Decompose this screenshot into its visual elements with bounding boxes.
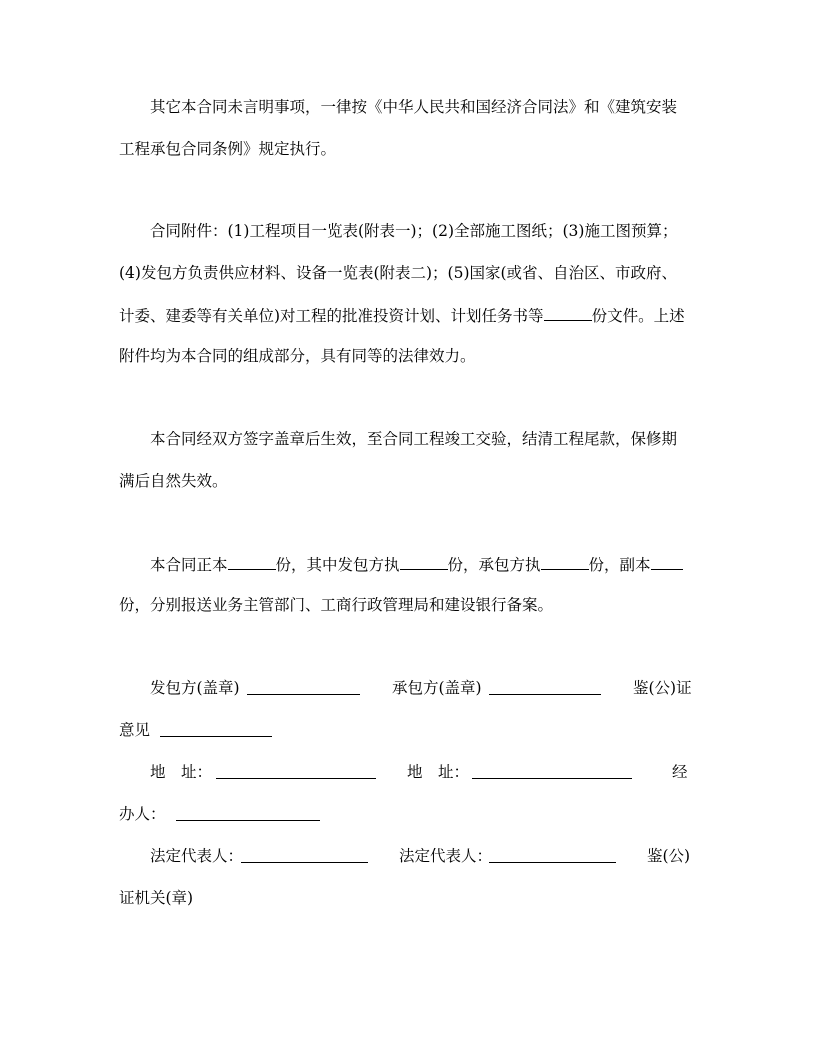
notary-org-label-b: 证机关(章) — [119, 889, 194, 907]
paragraph-2-line-3 — [119, 304, 685, 324]
blank-originals — [228, 553, 276, 570]
party-a-address-label: 地 址： — [150, 763, 213, 781]
party-b-address-label: 地 址： — [407, 763, 470, 781]
party-b-seal-line — [489, 694, 601, 695]
party-a-representative-label: 法定代表人： — [150, 847, 244, 865]
blank-party-a-copies — [400, 553, 448, 570]
handler-line — [176, 820, 320, 821]
paragraph-4-text-a: 本合同正本 — [150, 556, 228, 574]
party-a-address-line — [216, 778, 376, 779]
paragraph-4-text-c: 份，承包方执 — [447, 556, 541, 574]
paragraph-2-line-4: 附件均为本合同的组成部分，具有同等的法律效力。 — [119, 347, 476, 365]
notary-opinion-label-b: 意见 — [119, 721, 151, 739]
paragraph-2-line-3-text-a: 计委、建委等有关单位)对工程的批准投资计划、计划任务书等 — [119, 307, 544, 325]
party-b-representative-line — [489, 862, 616, 863]
paragraph-4-text-d: 份，副本 — [588, 556, 651, 574]
party-b-representative-label: 法定代表人： — [399, 847, 493, 865]
notary-opinion-label-a: 鉴(公)证 — [633, 679, 692, 697]
paragraph-1-line-2: 工程承包合同条例》规定执行。 — [119, 140, 337, 158]
blank-copies — [544, 304, 592, 321]
paragraph-4-text-b: 份，其中发包方执 — [275, 556, 400, 574]
party-a-representative-line — [241, 862, 368, 863]
blank-duplicates — [651, 553, 683, 570]
party-b-seal-label: 承包方(盖章) — [392, 679, 482, 697]
blank-party-b-copies — [541, 553, 589, 570]
party-b-address-line — [472, 778, 632, 779]
party-a-seal-line — [247, 694, 360, 695]
notary-org-label-a: 鉴(公) — [647, 847, 691, 865]
paragraph-3-line-1: 本合同经双方签字盖章后生效，至合同工程竣工交验，结清工程尾款，保修期 — [150, 430, 678, 448]
handler-label-b: 办人： — [119, 805, 166, 823]
paragraph-3-line-2: 满后自然失效。 — [119, 472, 228, 490]
paragraph-2-line-3-text-b: 份文件。上述 — [591, 307, 685, 325]
handler-label-a: 经 — [672, 763, 688, 781]
paragraph-1-line-1: 其它本合同未言明事项，一律按《中华人民共和国经济合同法》和《建筑安装 — [150, 98, 678, 116]
notary-opinion-line — [160, 736, 272, 737]
paragraph-4-line-2: 份，分别报送业务主管部门、工商行政管理局和建设银行备案。 — [119, 596, 554, 614]
paragraph-2-line-2: (4)发包方负责供应材料、设备一览表(附表二)；(5)国家(或省、自治区、市政府、 — [119, 264, 678, 282]
party-a-seal-label: 发包方(盖章) — [150, 679, 240, 697]
paragraph-4-line-1 — [150, 553, 683, 573]
paragraph-2-line-1: 合同附件：(1)工程项目一览表(附表一)；(2)全部施工图纸；(3)施工图预算； — [150, 222, 678, 240]
